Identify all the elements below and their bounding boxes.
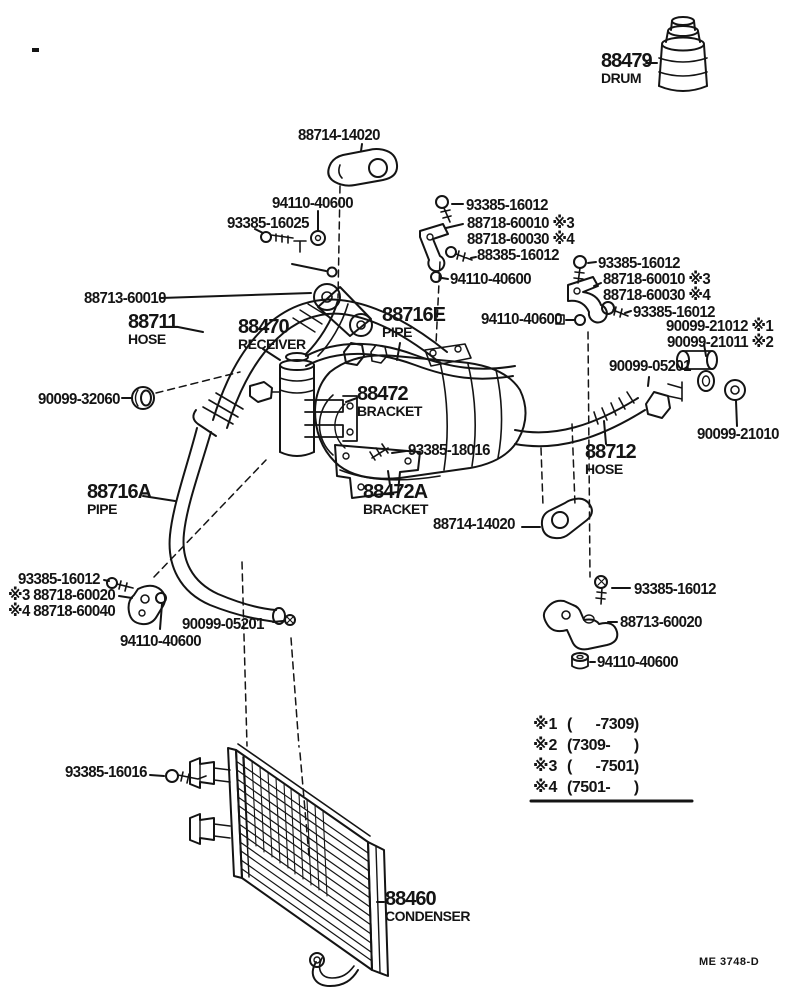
part-number: 88479 <box>601 50 652 72</box>
part-label-88479 <box>601 52 652 85</box>
part-label-88472 <box>357 385 422 418</box>
part-callout: 94110-40600 <box>597 653 678 672</box>
legend-mark: ※2 <box>533 737 558 754</box>
part-number: 88712 <box>585 441 636 463</box>
part-callout: 94110-40600 <box>120 632 201 651</box>
part-name: PIPE <box>382 324 412 340</box>
legend-row <box>533 777 639 798</box>
part-number: 88716A <box>87 481 152 503</box>
bolt-93385-16016-drawing <box>150 770 206 783</box>
part-callout: 93385-16016 <box>65 763 147 782</box>
part-callout: ※3 88718-60020 <box>8 586 116 605</box>
part-label-88472a <box>363 483 428 516</box>
part-name: BRACKET <box>363 501 428 517</box>
part-callout: 90099-21012 ※1 <box>666 317 774 336</box>
bracket-88472-drawing <box>305 396 357 441</box>
condenser-drawing <box>190 744 388 986</box>
legend-row <box>533 756 639 777</box>
drum-drawing <box>646 17 707 91</box>
legend-range: (7501- ) <box>567 779 639 796</box>
part-callout: 90099-05201 <box>182 615 264 634</box>
grommet-clamp-lower-drawing <box>522 499 592 539</box>
part-number: 88460 <box>385 888 436 910</box>
part-callout: 88385-16012 <box>477 246 559 265</box>
part-label-88716e <box>382 306 445 339</box>
part-callout: 88713-60010 <box>84 289 166 308</box>
part-callout: 94110-40600 <box>481 310 562 329</box>
part-callout: 88718-60010 ※3 <box>467 214 575 233</box>
part-callout: 94110-40600 <box>272 194 353 213</box>
part-name: DRUM <box>601 70 641 86</box>
grommet-90099-32060-drawing <box>122 387 154 409</box>
part-callout: 90099-05201 <box>609 357 691 376</box>
grommet-clamp-top-drawing <box>328 144 397 186</box>
part-callout: 93385-18016 <box>408 441 490 460</box>
part-callout: 93385-16012 <box>18 570 100 589</box>
part-label-88712 <box>585 443 636 476</box>
part-callout: 93385-16025 <box>227 214 309 233</box>
part-callout: 88714-14020 <box>298 126 380 145</box>
legend-mark: ※1 <box>533 716 558 733</box>
doc-code: ME 3748-D <box>699 956 760 968</box>
legend-range: ( -7501) <box>567 758 639 775</box>
part-number: 88711 <box>128 311 178 333</box>
part-number: 88716E <box>382 304 445 326</box>
part-callout: 88718-60010 ※3 <box>603 270 711 289</box>
part-callout: 88714-14020 <box>433 515 515 534</box>
part-name: HOSE <box>128 331 166 347</box>
legend-row <box>533 735 639 756</box>
part-number: 88472A <box>363 481 428 503</box>
part-number: 88470 <box>238 316 289 338</box>
legend-row <box>533 714 639 735</box>
part-callout: 93385-16012 <box>598 254 680 273</box>
legend-mark: ※3 <box>533 758 558 775</box>
part-name: HOSE <box>585 461 623 477</box>
part-label-88711 <box>128 313 178 346</box>
part-label-88460 <box>385 890 470 923</box>
part-name: PIPE <box>87 501 117 517</box>
legend-mark: ※4 <box>533 779 558 796</box>
applicability-legend <box>533 714 639 798</box>
ink-mark <box>32 48 39 52</box>
legend-range: (7309- ) <box>567 737 639 754</box>
part-label-88470 <box>238 318 306 351</box>
receiver-drawing <box>250 349 314 456</box>
part-callout: ※4 88718-60040 <box>8 602 116 621</box>
part-callout: 88718-60030 ※4 <box>603 286 711 305</box>
part-callout: 88718-60030 ※4 <box>467 230 575 249</box>
part-label-88716a <box>87 483 151 516</box>
part-callout: 90099-32060 <box>38 390 120 409</box>
part-callout: 90099-21010 <box>697 425 779 444</box>
part-callout: 93385-16012 <box>634 580 716 599</box>
part-name: RECEIVER <box>238 336 306 352</box>
part-name: BRACKET <box>357 403 422 419</box>
part-callout: 94110-40600 <box>450 270 531 289</box>
part-callout: 90099-21011 ※2 <box>667 333 774 352</box>
part-callout: 93385-16012 <box>633 303 715 322</box>
part-number: 88472 <box>357 383 408 405</box>
legend-range: ( -7309) <box>567 716 639 733</box>
part-name: CONDENSER <box>385 908 470 924</box>
part-callout: 93385-16012 <box>466 196 548 215</box>
part-callout: 88713-60020 <box>620 613 702 632</box>
